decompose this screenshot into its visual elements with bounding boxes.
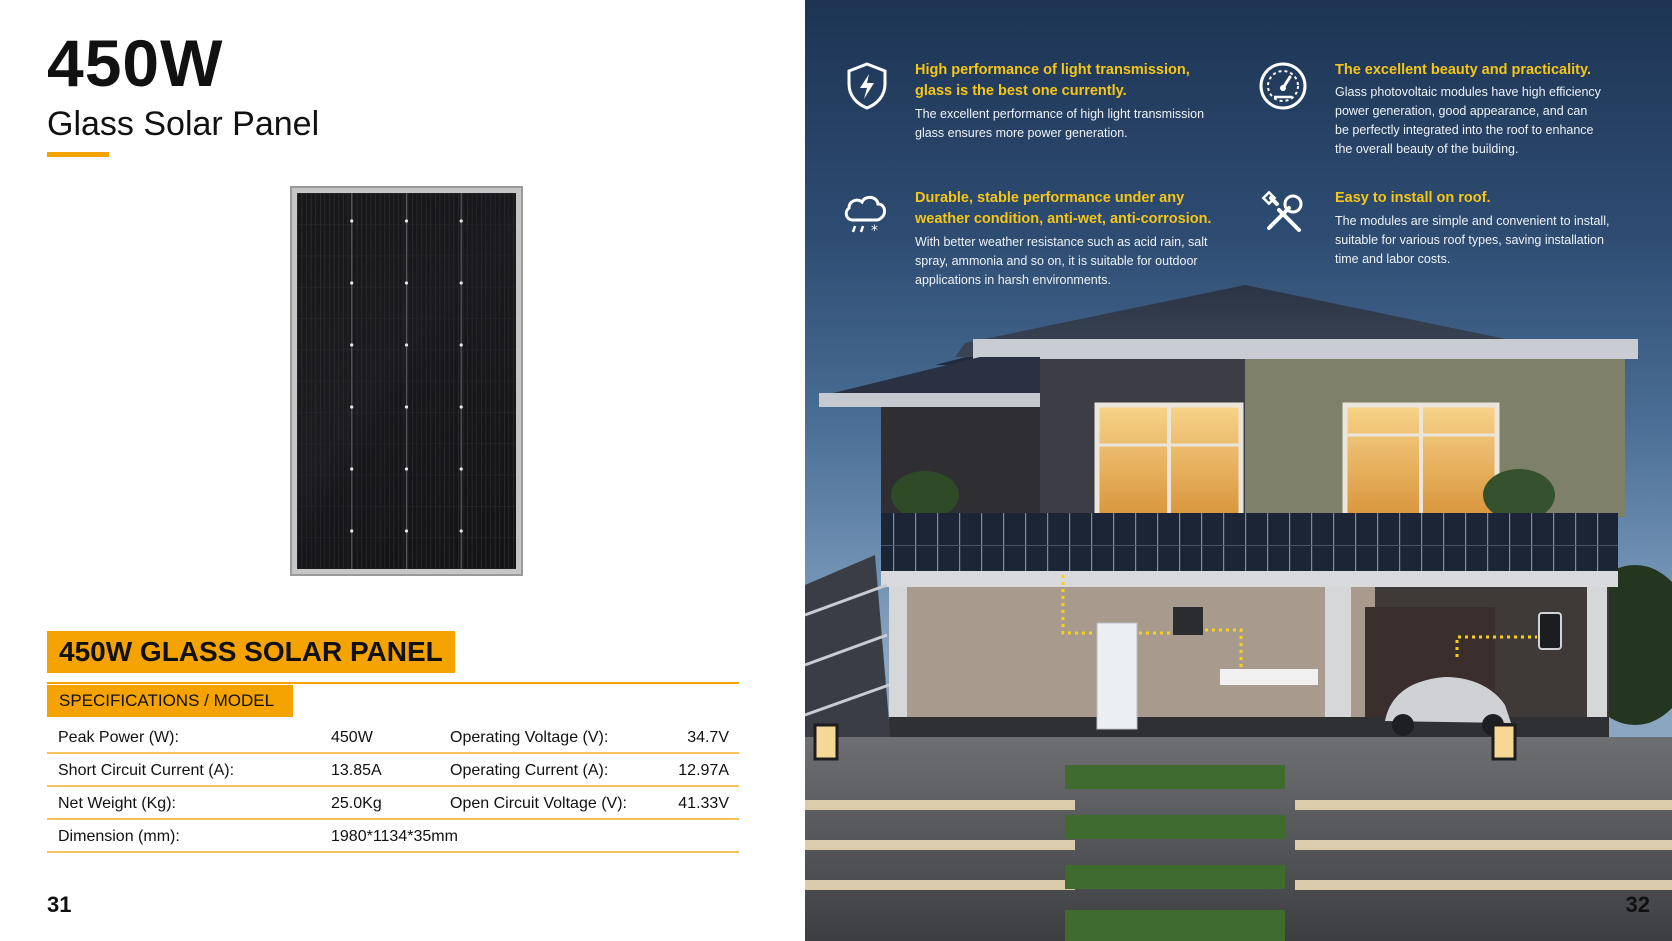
spec-value: 13.85A (331, 762, 382, 779)
feature-title: High performance of light transmission, (915, 62, 1190, 78)
feature-text: The modules are simple and convenient to install, (1335, 214, 1610, 228)
shield-lightning-icon (841, 60, 893, 112)
tools-icon (1259, 188, 1311, 240)
spec-value: 34.7V (687, 729, 729, 746)
feature-text: Glass photovoltaic modules have high efficiency (1335, 85, 1601, 99)
page-number: 32 (1625, 892, 1650, 917)
left-page (0, 0, 805, 941)
spec-value: 450W (331, 729, 373, 746)
feature-beauty-practicality (1253, 56, 1653, 166)
spec-label: Open Circuit Voltage (V): (450, 795, 627, 812)
spec-value: 25.0Kg (331, 795, 382, 812)
product-name-badge (47, 631, 455, 673)
spec-table (47, 721, 739, 853)
feature-weather-durability (833, 184, 1233, 294)
spec-row (47, 721, 739, 754)
spec-row (47, 754, 739, 787)
feature-light-transmission (833, 56, 1213, 156)
feature-text: suitable for various roof types, saving installation (1335, 233, 1604, 247)
house-illustration (805, 285, 1672, 941)
feature-text: time and labor costs. (1335, 252, 1451, 266)
solar-panel-image (290, 186, 523, 576)
feature-text: be perfectly integrated into the roof to enhance (1335, 123, 1594, 137)
feature-title: The excellent beauty and practicality. (1335, 62, 1591, 78)
feature-text: The excellent performance of high light transmission (915, 107, 1205, 121)
product-name: 450W GLASS SOLAR PANEL (59, 636, 443, 667)
spec-row (47, 820, 739, 853)
spec-label: Operating Voltage (V): (450, 729, 609, 746)
spec-divider (47, 682, 739, 684)
spec-label: Peak Power (W): (58, 729, 179, 746)
spec-label: Short Circuit Current (A): (58, 762, 235, 779)
feature-text: applications in harsh environments. (915, 273, 1111, 287)
feature-title: weather condition, anti-wet, anti-corrosion. (915, 211, 1212, 227)
feature-title: glass is the best one currently. (915, 83, 1127, 99)
feature-text: spray, ammonia and so on, it is suitable for outdoor (915, 254, 1198, 268)
spec-row (47, 787, 739, 820)
svg-text:*: * (871, 223, 878, 239)
feature-text: the overall beauty of the building. (1335, 142, 1519, 156)
feature-text: glass ensures more power generation. (915, 126, 1128, 140)
spec-value: 41.33V (678, 795, 729, 812)
spec-label: Operating Current (A): (450, 762, 609, 779)
spec-value: 12.97A (678, 762, 729, 779)
feature-title: Easy to install on roof. (1335, 190, 1491, 206)
feature-text: power generation, good appearance, and can (1335, 104, 1588, 118)
gauge-icon (1257, 60, 1309, 112)
page-title: 450W (47, 26, 224, 100)
spec-heading-badge (47, 685, 293, 717)
feature-easy-install (1253, 184, 1653, 284)
page-subtitle: Glass Solar Panel (47, 105, 320, 143)
cloud-rain-icon (839, 188, 891, 240)
solar-panel-cells (297, 193, 516, 569)
feature-text: With better weather resistance such as acid rain, salt (915, 235, 1208, 249)
spec-heading: SPECIFICATIONS / MODEL (59, 691, 275, 710)
right-page (805, 0, 1672, 941)
feature-title: Durable, stable performance under any (915, 190, 1185, 206)
spec-label: Dimension (mm): (58, 828, 180, 845)
spec-value: 1980*1134*35mm (331, 828, 458, 845)
title-underline (47, 152, 109, 157)
panel-grid-graphic (297, 193, 516, 569)
page-number: 31 (47, 892, 72, 917)
spec-label: Net Weight (Kg): (58, 795, 176, 812)
